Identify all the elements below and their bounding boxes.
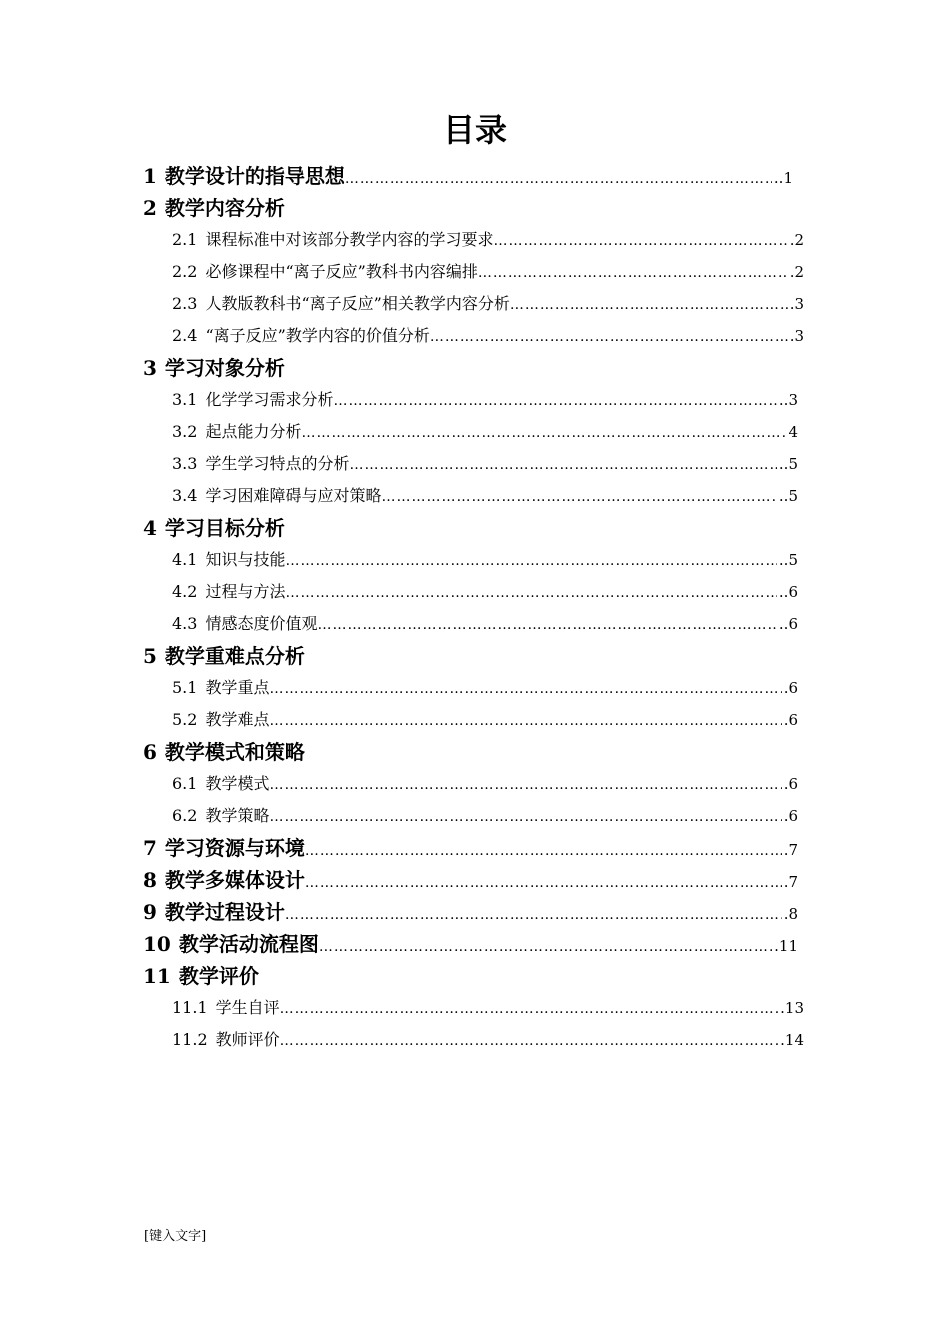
toc-entry-label: 人教版教科书“离子反应”相关教学内容分析: [205, 294, 510, 313]
toc-entry-label: 教学策略: [205, 806, 270, 825]
toc-entry-number: 3.1: [172, 390, 198, 409]
toc-entry-label: 情感态度价值观: [205, 614, 318, 633]
toc-entry-page: ..6: [778, 583, 798, 601]
toc-entry-page: .6: [783, 775, 798, 793]
toc-entry[interactable]: [0, 736, 950, 768]
toc-dot-leader: [280, 1025, 779, 1057]
toc-entry-number: 4.3: [172, 614, 198, 633]
toc-entry-page: .8: [783, 905, 798, 923]
toc-entry-number: 2.1: [172, 230, 198, 249]
toc-entry-number: 3: [143, 356, 157, 380]
toc-entry-page: ..6: [778, 615, 798, 633]
toc-entry-number: 4: [143, 516, 157, 540]
toc-entry-label: 教学重难点分析: [164, 644, 305, 668]
toc-dot-leader: [305, 867, 782, 899]
toc-dot-leader: [269, 769, 781, 801]
toc-dot-leader: [269, 673, 781, 705]
toc-entry[interactable]: [0, 352, 950, 384]
toc-entry-number: 7: [143, 836, 157, 860]
toc-entry-page: ..1: [773, 169, 793, 187]
toc-entry-page: ..5: [778, 455, 798, 473]
toc-entry[interactable]: [0, 384, 950, 416]
toc-entry-page: .7: [783, 873, 798, 891]
toc-entry-label: 学习目标分析: [164, 516, 285, 540]
toc-entry-page: .11: [774, 937, 798, 955]
toc-entry-number: 2.2: [172, 262, 198, 281]
toc-dot-leader: [269, 801, 781, 833]
toc-entry[interactable]: [0, 416, 950, 448]
toc-entry[interactable]: [0, 256, 950, 288]
toc-entry-label: 必修课程中“离子反应”教科书内容编排: [205, 262, 478, 281]
toc-entry[interactable]: [0, 320, 950, 352]
toc-entry-label: 学习对象分析: [164, 356, 285, 380]
toc-entry-number: 9: [143, 900, 157, 924]
toc-entry-page: .7: [783, 841, 798, 859]
toc-entry[interactable]: [0, 928, 950, 960]
footer-placeholder-text: [键入文字]: [144, 1229, 207, 1244]
toc-entry-page: ..5: [778, 551, 798, 569]
toc-entry-page: .3: [789, 327, 804, 345]
toc-dot-leader: [349, 449, 776, 481]
toc-entry-number: 6.2: [172, 806, 198, 825]
toc-entry-number: 2.3: [172, 294, 198, 313]
toc-entry[interactable]: [0, 768, 950, 800]
toc-entry[interactable]: [0, 1024, 950, 1056]
toc-entry[interactable]: [0, 960, 950, 992]
toc-entry-number: 3.4: [172, 486, 198, 505]
toc-entry-page: .14: [780, 1031, 804, 1049]
toc-entry[interactable]: [0, 864, 950, 896]
toc-entry-number: 4.2: [172, 582, 198, 601]
toc-entry[interactable]: [0, 576, 950, 608]
toc-entry-label: 教学模式: [205, 774, 270, 793]
toc-dot-leader: [333, 385, 776, 417]
toc-entry-label: 学生学习特点的分析: [205, 454, 350, 473]
toc-entry-number: 5.1: [172, 678, 198, 697]
toc-entry-number: 3.2: [172, 422, 198, 441]
toc-entry-page: ..3: [778, 391, 798, 409]
toc-entry-label: 学习资源与环境: [164, 836, 305, 860]
toc-entry-page: .6: [783, 711, 798, 729]
toc-entry-label: 教学设计的指导思想: [164, 164, 345, 188]
toc-entry[interactable]: [0, 704, 950, 736]
toc-entry-label: “离子反应”教学内容的价值分析: [205, 326, 430, 345]
toc-dot-leader: [510, 289, 788, 321]
toc-entry[interactable]: [0, 608, 950, 640]
toc-dot-leader: [430, 321, 788, 353]
toc-entry-page: .2: [789, 263, 804, 281]
toc-entry-label: 学习困难障碍与应对策略: [205, 486, 382, 505]
toc-entry-label: 教师评价: [215, 1030, 280, 1049]
toc-entry-label: 起点能力分析: [205, 422, 302, 441]
toc-entry-number: 11.2: [172, 1030, 208, 1049]
toc-entry-number: 5: [143, 644, 157, 668]
toc-entry[interactable]: [0, 288, 950, 320]
toc-entry-number: 10: [143, 932, 171, 956]
toc-dot-leader: [305, 835, 782, 867]
toc-entry-number: 1: [143, 164, 157, 188]
toc-entry-label: 化学学习需求分析: [205, 390, 334, 409]
toc-dot-leader: [381, 481, 776, 513]
toc-entry[interactable]: [0, 480, 950, 512]
toc-entry[interactable]: [0, 672, 950, 704]
toc-dot-leader: [301, 417, 786, 449]
toc-dot-leader: [345, 163, 772, 195]
toc-entry[interactable]: [0, 160, 950, 192]
toc-entry-label: 教学评价: [178, 964, 259, 988]
toc-entry-page: .2: [789, 231, 804, 249]
toc-entry-number: 11.1: [172, 998, 208, 1017]
toc-entry-label: 教学内容分析: [164, 196, 285, 220]
toc-entry-page: .6: [783, 807, 798, 825]
toc-entry[interactable]: [0, 832, 950, 864]
toc-entry-label: 课程标准中对该部分教学内容的学习要求: [205, 230, 494, 249]
toc-entry[interactable]: [0, 800, 950, 832]
toc-entry-number: 3.3: [172, 454, 198, 473]
toc-entry-label: 教学多媒体设计: [164, 868, 305, 892]
toc-dot-leader: [478, 257, 788, 289]
toc-entry-label: 知识与技能: [205, 550, 286, 569]
page-title: 目录: [442, 111, 507, 149]
table-of-contents: [0, 160, 950, 1056]
toc-dot-leader: [280, 993, 779, 1025]
toc-entry-number: 11: [143, 964, 171, 988]
toc-dot-leader: [285, 899, 782, 931]
toc-entry-number: 8: [143, 868, 157, 892]
toc-dot-leader: [285, 577, 776, 609]
toc-entry-label: 教学难点: [205, 710, 270, 729]
toc-entry-page: .3: [789, 295, 804, 313]
toc-entry-label: 教学活动流程图: [178, 932, 319, 956]
toc-entry-number: 5.2: [172, 710, 198, 729]
toc-entry-label: 过程与方法: [205, 582, 286, 601]
toc-entry-number: 2: [143, 196, 157, 220]
toc-entry-page: .13: [780, 999, 804, 1017]
toc-entry-number: 6: [143, 740, 157, 764]
toc-dot-leader: [319, 931, 772, 963]
toc-dot-leader: [317, 609, 776, 641]
toc-entry-label: 教学重点: [205, 678, 270, 697]
toc-entry[interactable]: [0, 192, 950, 224]
toc-entry[interactable]: [0, 448, 950, 480]
toc-dot-leader: [493, 225, 787, 257]
toc-entry[interactable]: [0, 512, 950, 544]
toc-entry-page: ..5: [778, 487, 798, 505]
toc-entry-page: .6: [783, 679, 798, 697]
toc-entry[interactable]: [0, 544, 950, 576]
toc-entry-number: 2.4: [172, 326, 198, 345]
toc-entry-label: 教学模式和策略: [164, 740, 305, 764]
toc-entry-number: 6.1: [172, 774, 198, 793]
toc-entry-label: 教学过程设计: [164, 900, 285, 924]
toc-entry[interactable]: [0, 992, 950, 1024]
toc-entry-number: 4.1: [172, 550, 198, 569]
toc-entry-label: 学生自评: [215, 998, 280, 1017]
toc-dot-leader: [285, 545, 776, 577]
toc-entry-page: 4: [788, 423, 798, 441]
toc-entry[interactable]: [0, 896, 950, 928]
toc-entry[interactable]: [0, 640, 950, 672]
toc-entry[interactable]: [0, 224, 950, 256]
toc-dot-leader: [269, 705, 781, 737]
